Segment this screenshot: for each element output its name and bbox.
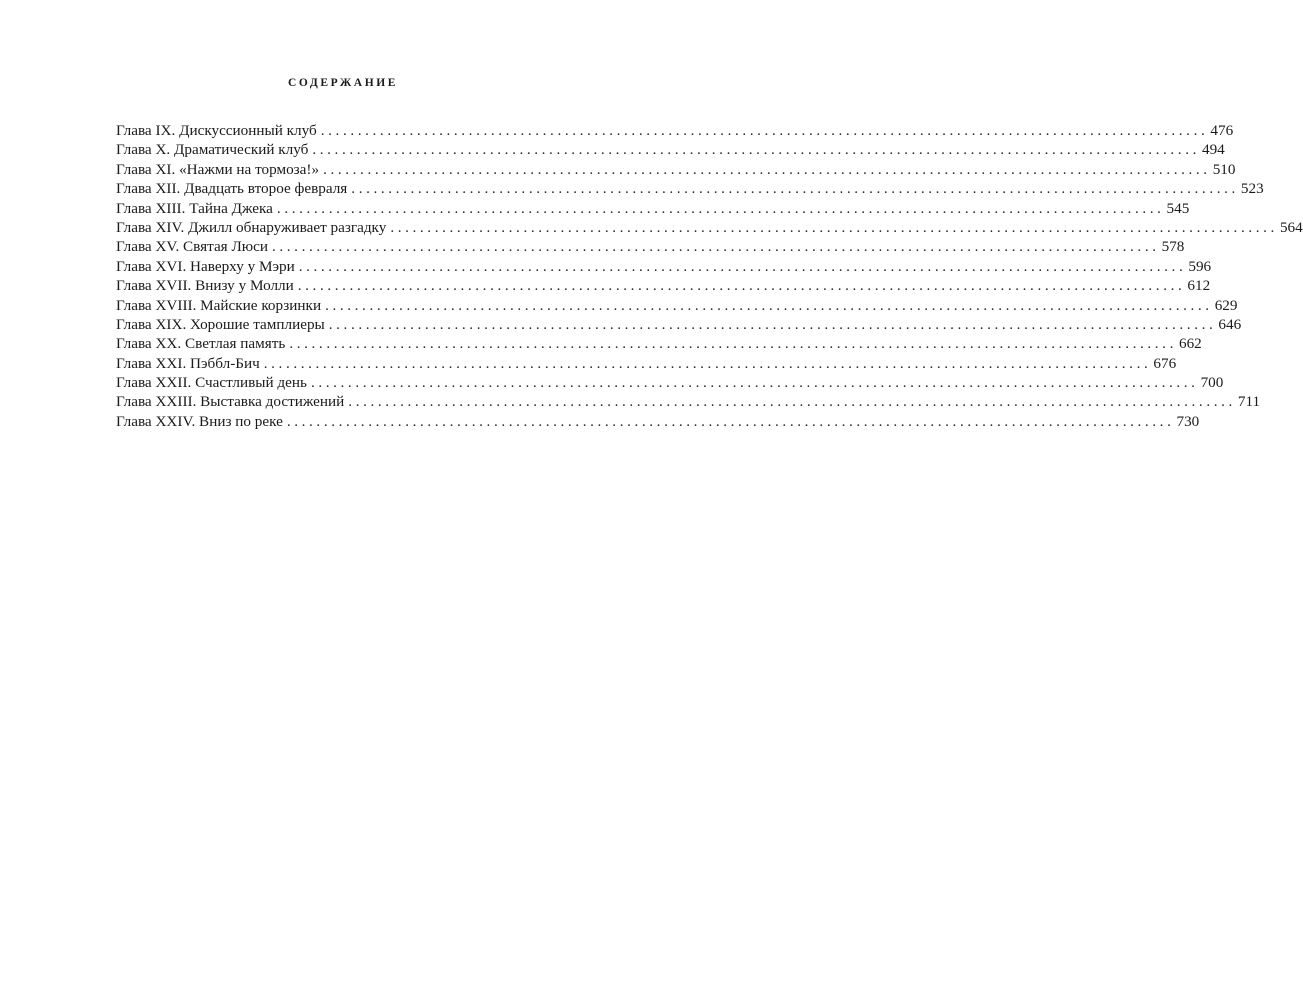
toc-entry-title: Глава XI. «Нажми на тормоза!» [116,160,320,178]
toc-entry [116,179,1264,198]
toc-entry-page: 494 [1201,141,1225,159]
toc-dot-leader: ........................................................................................................................ [263,354,1152,372]
toc-entry-page: 676 [1153,354,1177,372]
toc-dot-leader: ........................................................................................................................ [390,218,1278,236]
toc-entry [116,199,1190,218]
toc-entry [116,140,1225,159]
toc-entry-title: Глава XXIV. Вниз по реке [116,412,283,430]
toc-dot-leader: ........................................................................................................................ [348,393,1236,411]
toc-entry-page: 711 [1237,393,1261,411]
toc-entry-title: Глава XVI. Наверху у Мэри [116,257,295,275]
toc-dot-leader: ........................................................................................................................ [328,315,1217,333]
toc-entry-page: 523 [1240,180,1264,198]
toc-entry-page: 476 [1210,122,1234,139]
toc-entry-title: Глава IX. Дискуссионный клуб [116,122,317,139]
toc-entry-page: 646 [1218,315,1242,333]
toc-entry [116,296,1238,315]
toc-entry-title: Глава XII. Двадцать второе февраля [116,180,348,198]
toc-entry-title: Глава XX. Светлая память [116,335,286,353]
toc-entry [116,218,1303,237]
toc-entry-title: Глава XV. Святая Люси [116,238,268,256]
toc-dot-leader: ........................................................................................................................ [286,412,1175,430]
toc-entry-page: 700 [1200,374,1224,392]
toc-entry-page: 564 [1279,218,1303,236]
toc-entry-page: 730 [1176,412,1200,430]
toc-entry-title: Глава XVII. Внизу у Молли [116,277,294,295]
toc-dot-leader: ........................................................................................................................ [298,257,1187,275]
toc-entry-page: 510 [1212,160,1236,178]
toc-entry [116,276,1211,295]
toc-entry-page: 662 [1178,335,1202,353]
toc-dot-leader: ........................................................................................................................ [325,296,1213,314]
toc-entry-title: Глава X. Драматический клуб [116,141,309,159]
table-of-contents [116,121,1303,431]
toc-entry-title: Глава XIII. Тайна Джека [116,199,273,217]
page-heading: СОДЕРЖАНИЕ [287,77,399,89]
toc-entry-page: 545 [1166,199,1190,217]
toc-entry-title: Глава XXI. Пэббл-Бич [116,354,260,372]
toc-entry-page: 629 [1214,296,1238,314]
toc-dot-leader: ........................................................................................................................ [312,141,1200,159]
toc-entry [116,160,1236,179]
toc-dot-leader: ........................................................................................................................ [289,335,1177,353]
toc-entry-title: Глава XVIII. Майские корзинки [116,296,322,314]
toc-entry-page: 612 [1187,277,1211,295]
toc-entry-page: 596 [1188,257,1212,275]
toc-entry [116,412,1200,431]
toc-entry-page: 578 [1161,238,1185,256]
toc-entry [116,315,1242,334]
toc-entry [116,334,1202,353]
toc-entry [116,257,1212,276]
toc-dot-leader: ........................................................................................................................ [271,238,1160,256]
toc-dot-leader: ........................................................................................................................ [297,277,1186,295]
toc-entry [116,354,1177,373]
toc-entry-title: Глава XXII. Счастливый день [116,374,307,392]
toc-dot-leader: ........................................................................................................................ [351,180,1239,198]
toc-entry-title: Глава XIV. Джилл обнаруживает разгадку [116,218,387,236]
toc-dot-leader: ........................................................................................................................ [323,160,1211,178]
toc-dot-leader: ........................................................................................................................ [310,374,1199,392]
toc-entry [116,373,1224,392]
toc-entry-title: Глава XXIII. Выставка достижений [116,393,345,411]
toc-dot-leader: ........................................................................................................................ [276,199,1165,217]
toc-entry [116,237,1185,256]
toc-entry [116,392,1261,411]
toc-entry-title: Глава XIX. Хорошие тамплиеры [116,315,325,333]
toc-dot-leader: ........................................................................................................................ [320,122,1209,139]
toc-entry [116,121,1234,140]
